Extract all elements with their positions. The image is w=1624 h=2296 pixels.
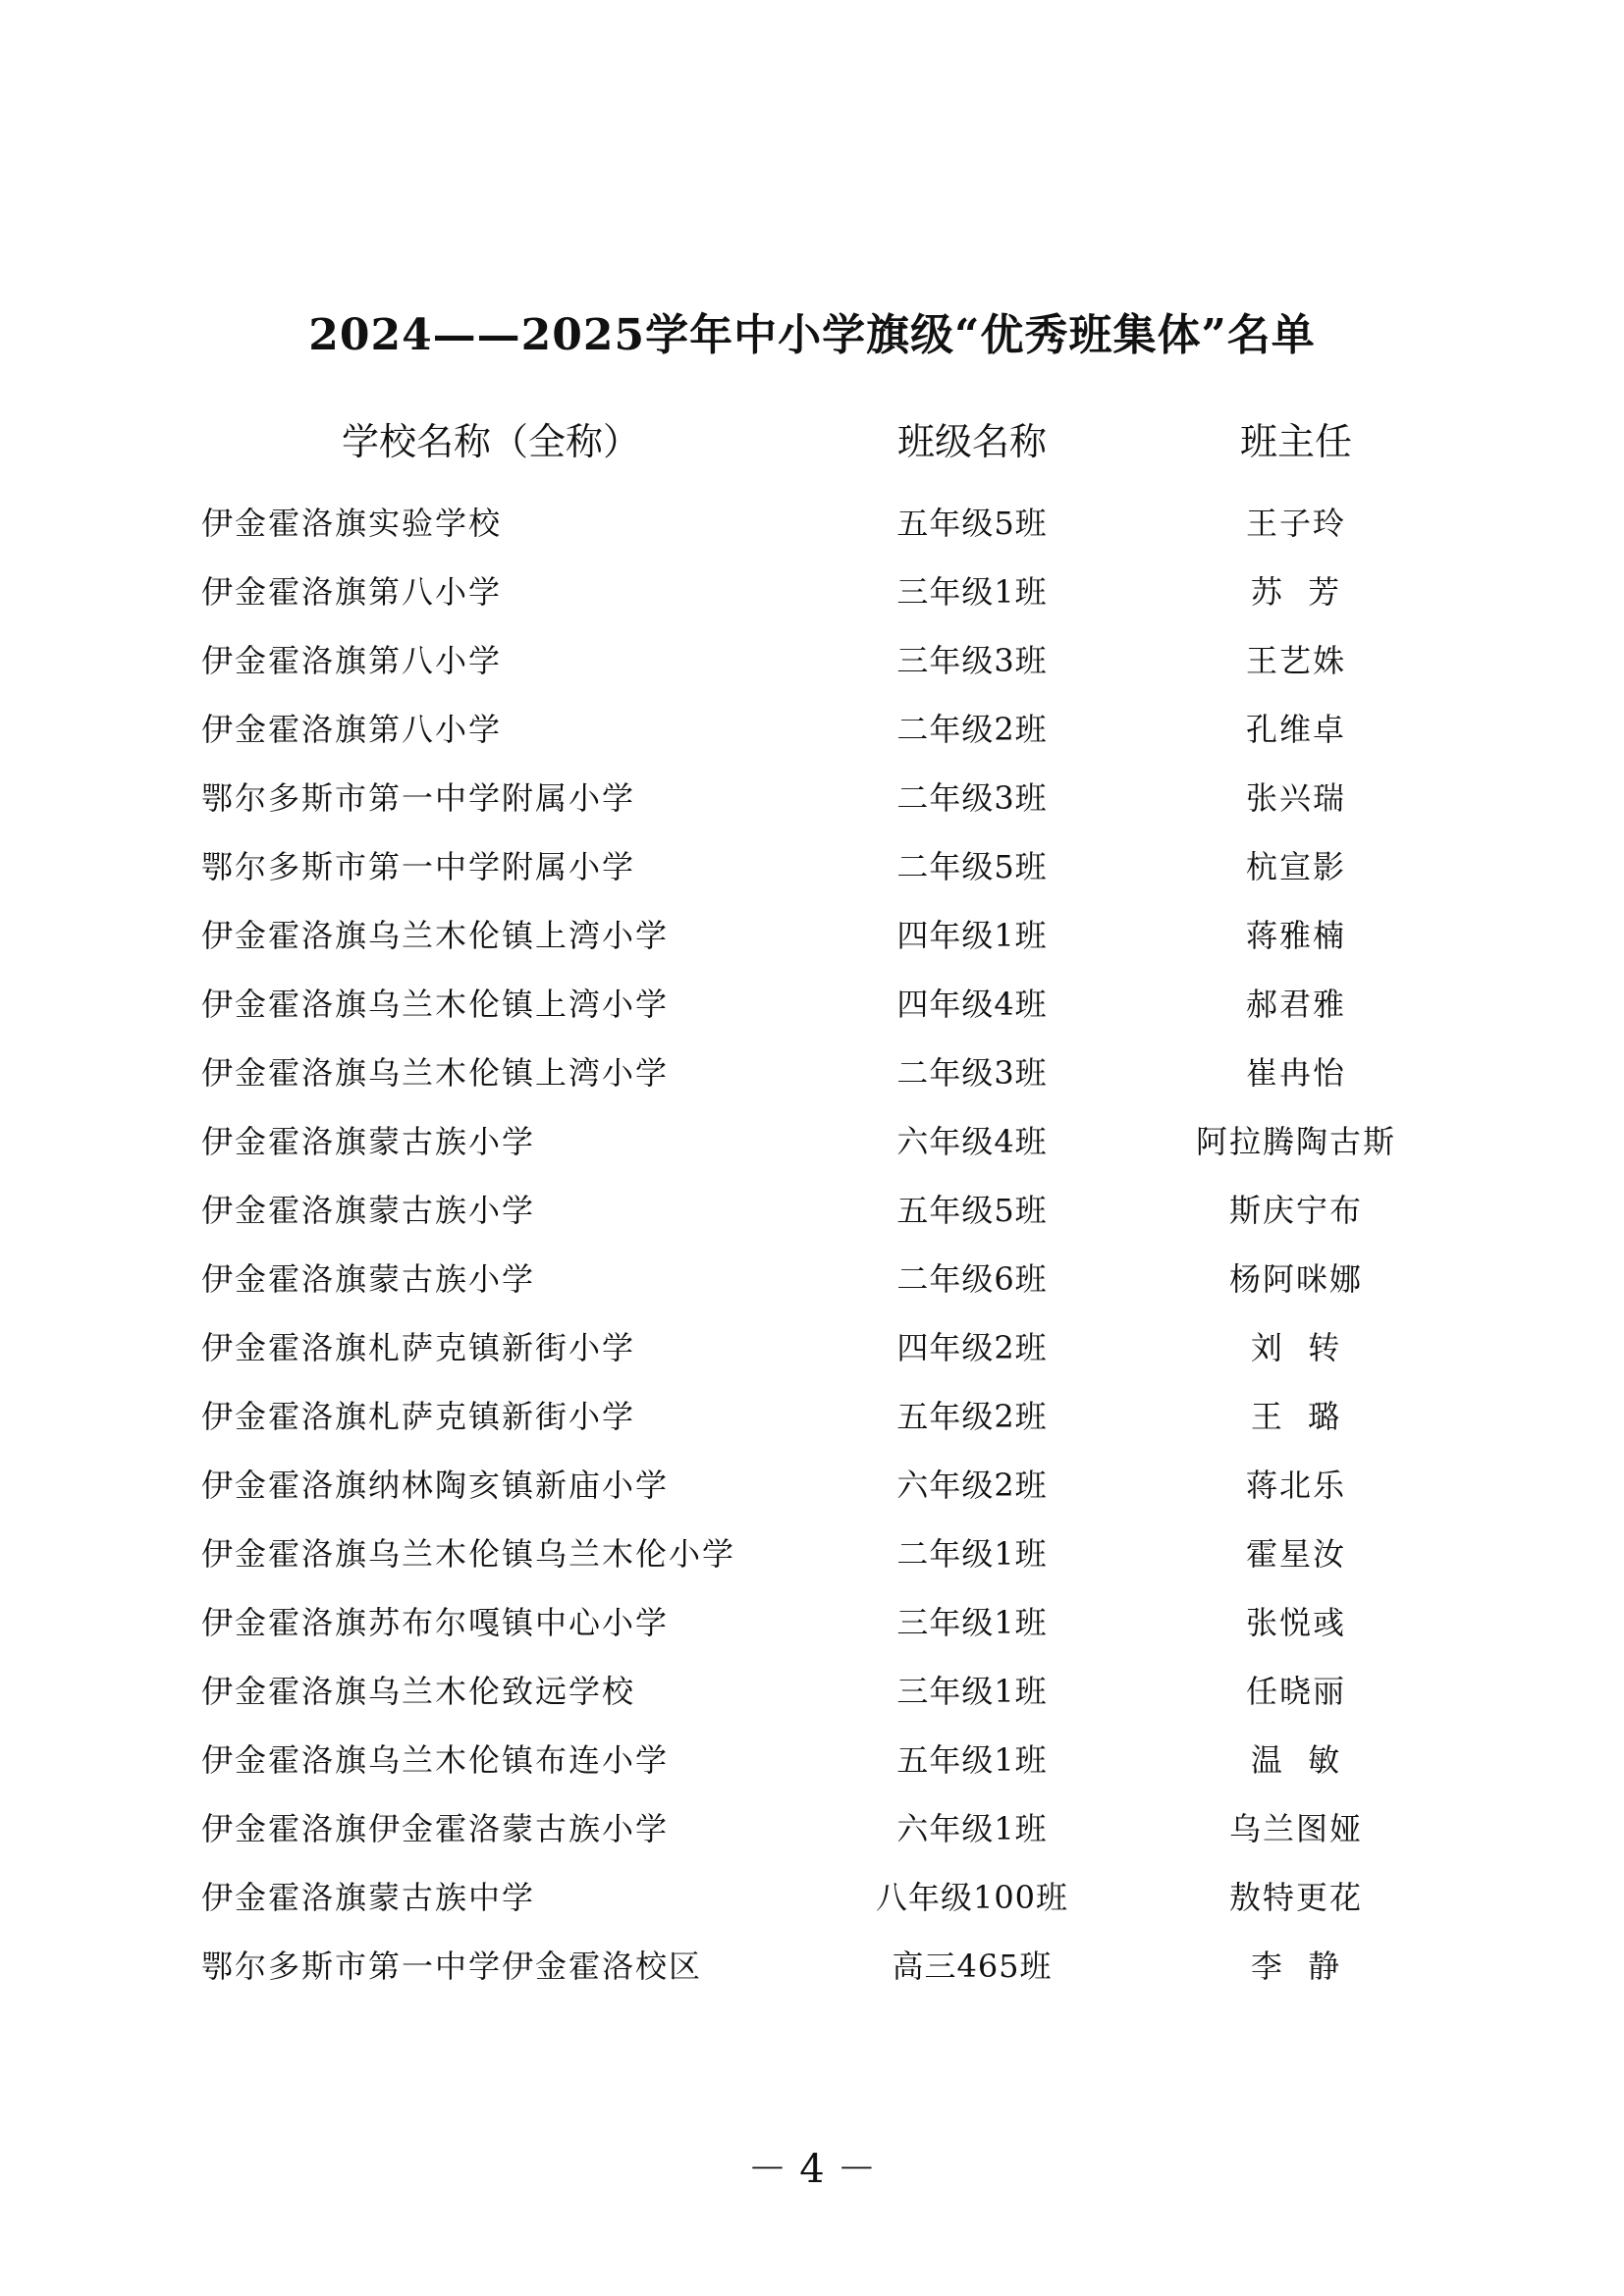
school-name-cell: 伊金霍洛旗纳林陶亥镇新庙小学 bbox=[201, 1467, 670, 1504]
school-name-cell: 伊金霍洛旗札萨克镇新街小学 bbox=[201, 1398, 636, 1435]
head-teacher-cell: 郝君雅 bbox=[1245, 986, 1346, 1023]
class-name-cell: 三年级1班 bbox=[896, 573, 1048, 611]
head-teacher-cell: 张悦彧 bbox=[1245, 1604, 1346, 1641]
head-teacher-cell: 霍星汝 bbox=[1245, 1535, 1346, 1573]
header-head-teacher: 班主任 bbox=[1239, 420, 1352, 463]
table-row bbox=[0, 1043, 1624, 1112]
school-name-cell: 伊金霍洛旗蒙古族中学 bbox=[201, 1879, 536, 1916]
school-name-cell: 伊金霍洛旗乌兰木伦镇布连小学 bbox=[201, 1741, 670, 1779]
head-teacher-cell: 王 璐 bbox=[1250, 1398, 1342, 1435]
head-teacher-cell: 张兴瑞 bbox=[1245, 779, 1346, 817]
school-name-cell: 伊金霍洛旗第八小学 bbox=[201, 642, 503, 679]
head-teacher-cell: 任晓丽 bbox=[1245, 1673, 1346, 1710]
table-row bbox=[0, 1593, 1624, 1662]
head-teacher-cell: 杨阿咪娜 bbox=[1228, 1260, 1363, 1298]
table-row bbox=[0, 769, 1624, 837]
school-name-cell: 伊金霍洛旗乌兰木伦镇上湾小学 bbox=[201, 986, 670, 1023]
table-row bbox=[0, 1799, 1624, 1868]
class-name-cell: 六年级4班 bbox=[896, 1123, 1048, 1160]
school-name-cell: 鄂尔多斯市第一中学附属小学 bbox=[201, 779, 636, 817]
table-row bbox=[0, 1112, 1624, 1181]
table-header bbox=[0, 412, 1624, 471]
table-row bbox=[0, 837, 1624, 906]
head-teacher-cell: 王艺姝 bbox=[1245, 642, 1346, 679]
school-name-cell: 伊金霍洛旗伊金霍洛蒙古族小学 bbox=[201, 1810, 670, 1847]
class-name-cell: 五年级5班 bbox=[896, 1192, 1048, 1229]
class-name-cell: 二年级6班 bbox=[896, 1260, 1048, 1298]
head-teacher-cell: 孔维卓 bbox=[1245, 711, 1346, 748]
class-name-cell: 二年级3班 bbox=[896, 779, 1048, 817]
class-name-cell: 五年级2班 bbox=[896, 1398, 1048, 1435]
class-name-cell: 八年级100班 bbox=[875, 1879, 1069, 1916]
class-name-cell: 六年级1班 bbox=[896, 1810, 1048, 1847]
head-teacher-cell: 苏 芳 bbox=[1250, 573, 1342, 611]
table-row bbox=[0, 906, 1624, 975]
header-school-name: 学校名称（全称） bbox=[341, 420, 640, 463]
table-row bbox=[0, 1387, 1624, 1456]
school-name-cell: 伊金霍洛旗乌兰木伦镇上湾小学 bbox=[201, 917, 670, 954]
head-teacher-cell: 蒋北乐 bbox=[1245, 1467, 1346, 1504]
class-name-cell: 六年级2班 bbox=[896, 1467, 1048, 1504]
head-teacher-cell: 崔冉怡 bbox=[1245, 1054, 1346, 1092]
head-teacher-cell: 蒋雅楠 bbox=[1245, 917, 1346, 954]
head-teacher-cell: 乌兰图娅 bbox=[1228, 1810, 1363, 1847]
table-body bbox=[0, 494, 1624, 2005]
school-name-cell: 伊金霍洛旗蒙古族小学 bbox=[201, 1260, 536, 1298]
table-row bbox=[0, 700, 1624, 769]
school-name-cell: 伊金霍洛旗乌兰木伦镇乌兰木伦小学 bbox=[201, 1535, 736, 1573]
head-teacher-cell: 王子玲 bbox=[1245, 505, 1346, 542]
class-name-cell: 三年级1班 bbox=[896, 1604, 1048, 1641]
table-row bbox=[0, 1181, 1624, 1250]
class-name-cell: 五年级5班 bbox=[896, 505, 1048, 542]
table-row bbox=[0, 1524, 1624, 1593]
header-class-name: 班级名称 bbox=[896, 420, 1047, 463]
school-name-cell: 伊金霍洛旗蒙古族小学 bbox=[201, 1192, 536, 1229]
class-name-cell: 二年级5班 bbox=[896, 848, 1048, 885]
table-row bbox=[0, 1868, 1624, 1937]
table-row bbox=[0, 1456, 1624, 1524]
head-teacher-cell: 刘 转 bbox=[1250, 1329, 1342, 1366]
document-title: 2024——2025学年中小学旗级“优秀班集体”名单 bbox=[308, 310, 1316, 360]
class-name-cell: 二年级3班 bbox=[896, 1054, 1048, 1092]
school-name-cell: 鄂尔多斯市第一中学伊金霍洛校区 bbox=[201, 1948, 703, 1985]
table-row bbox=[0, 494, 1624, 562]
table-row bbox=[0, 1937, 1624, 2005]
table-row bbox=[0, 1318, 1624, 1387]
school-name-cell: 伊金霍洛旗实验学校 bbox=[201, 505, 503, 542]
school-name-cell: 伊金霍洛旗乌兰木伦镇上湾小学 bbox=[201, 1054, 670, 1092]
school-name-cell: 伊金霍洛旗第八小学 bbox=[201, 573, 503, 611]
school-name-cell: 伊金霍洛旗札萨克镇新街小学 bbox=[201, 1329, 636, 1366]
class-name-cell: 高三465班 bbox=[892, 1948, 1053, 1985]
class-name-cell: 四年级4班 bbox=[896, 986, 1048, 1023]
class-name-cell: 三年级1班 bbox=[896, 1673, 1048, 1710]
table-row bbox=[0, 1662, 1624, 1731]
class-name-cell: 四年级1班 bbox=[896, 917, 1048, 954]
head-teacher-cell: 温 敏 bbox=[1250, 1741, 1342, 1779]
table-row bbox=[0, 1731, 1624, 1799]
school-name-cell: 伊金霍洛旗第八小学 bbox=[201, 711, 503, 748]
class-name-cell: 二年级1班 bbox=[896, 1535, 1048, 1573]
school-name-cell: 伊金霍洛旗蒙古族小学 bbox=[201, 1123, 536, 1160]
page-number: － 4 － bbox=[747, 2147, 877, 2192]
table-row bbox=[0, 1250, 1624, 1318]
class-name-cell: 二年级2班 bbox=[896, 711, 1048, 748]
class-name-cell: 四年级2班 bbox=[896, 1329, 1048, 1366]
head-teacher-cell: 敖特更花 bbox=[1228, 1879, 1363, 1916]
head-teacher-cell: 斯庆宁布 bbox=[1228, 1192, 1363, 1229]
school-name-cell: 伊金霍洛旗乌兰木伦致远学校 bbox=[201, 1673, 636, 1710]
head-teacher-cell: 杭宣影 bbox=[1245, 848, 1346, 885]
table-row bbox=[0, 562, 1624, 631]
class-name-cell: 五年级1班 bbox=[896, 1741, 1048, 1779]
head-teacher-cell: 李 静 bbox=[1250, 1948, 1342, 1985]
class-name-cell: 三年级3班 bbox=[896, 642, 1048, 679]
school-name-cell: 伊金霍洛旗苏布尔嘎镇中心小学 bbox=[201, 1604, 670, 1641]
table-row bbox=[0, 975, 1624, 1043]
school-name-cell: 鄂尔多斯市第一中学附属小学 bbox=[201, 848, 636, 885]
table-row bbox=[0, 631, 1624, 700]
head-teacher-cell: 阿拉腾陶古斯 bbox=[1195, 1123, 1396, 1160]
